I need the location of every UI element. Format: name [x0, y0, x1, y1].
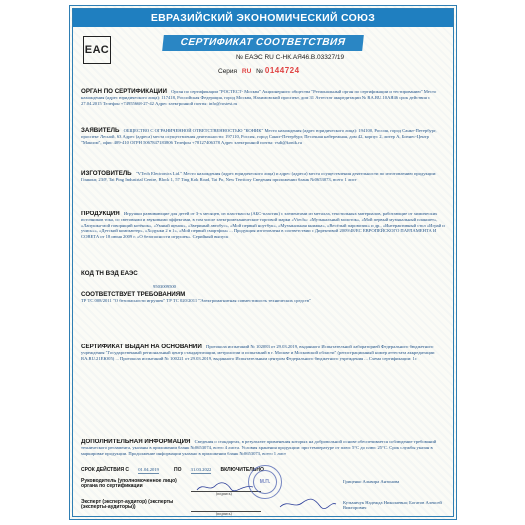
- seal-stamp-icon: М.П.: [248, 465, 282, 499]
- union-header: ЕВРАЗИЙСКИЙ ЭКОНОМИЧЕСКИЙ СОЮЗ: [73, 9, 453, 27]
- series-line: [218, 66, 300, 75]
- eac-logo: ЕАС: [83, 36, 111, 64]
- additional-text: Сведения о стандартах, в результате применения которых на добровольной основе обеспечивается соблюдение требований технического регламента, указаны в приложении бланк №0653074, всего 4 листа. Условия хранения продукции: при температуре от плюс 5°С до плюс 25°С. Срок службы указан в маркировке продукции. Продолжение информации указано в приложении бланк №0653073, всего 1 лист: [81, 439, 437, 456]
- validity-from: 01.04.2019: [138, 467, 159, 472]
- section-applicant: [81, 128, 447, 145]
- section-additional: [81, 439, 447, 463]
- validity-to-label: ПО: [174, 467, 182, 473]
- validity-inclusive: ВКЛЮЧИТЕЛЬНО: [220, 467, 264, 473]
- tnved-code: 9503009500: [153, 284, 176, 289]
- series-number: 0144724: [264, 66, 300, 75]
- applicant-heading: ЗАЯВИТЕЛЬ: [81, 127, 120, 134]
- product-text: Игрушки развивающие для детей от 3-х месяцев, из пластмассы (АБС-пластик) с элементами из металла, текстильных материалов, работающие от химических источников тока, со световыми и звуковыми эффектами, в том числе электромеханические торговой марки «Vtech»: «Музыкальный молоток», «Мой первый музыкальный планшет», «Лапушка-мой говорящий котёнок», «Умный щенок», «Звериный автобус», «Мой первый ноутбук», «Музыкальная книжка», «Весёлый паровозик» и др., «Интерактивный стол «Играй и учись»», «Детский компьютер», «Ходунки 2 в 1», «Мой первый смартфон» ... Продукция изготовлена в соответствии с Директивой 2009/48/ЕС ЕВРОПЕЙСКОГО ПАРЛАМЕНТА И СОВЕТА от 18 июня 2009 г. «О безопасности игрушек». Серийный выпуск: [81, 211, 445, 240]
- manufacturer-text: "VTech Electronics Ltd." Место нахождения (адрес юридического лица) и адрес (адреса) места осуществления деятельности по изготовлению продукции: Гонконг, 23/F, Tai Ping Industrial Centre, Block 1, 57 Ting Kok Road, Tai Po, New Territory Сведения приложении бланк №0653073, всего 1 лист: [81, 171, 437, 182]
- certificate-title: СЕРТИФИКАТ СООТВЕТСТВИЯ: [162, 35, 364, 51]
- requirements-heading: СООТВЕТСТВУЕТ ТРЕБОВАНИЯМ: [81, 291, 186, 298]
- expert-signature-block: [81, 499, 447, 516]
- cert-body-text: Орган по сертификации "РОСТЕСТ- Москва" Акционерного общества "Региональный орган по сертификации и тестированию" Место нахождения (адрес юридического лица): 117418, Российская Федерация, город Москва, Нахимовский проспект, дом 31 Аттестат аккредитации № RA.RU.10АЯ46 срок действия с 27.04.2015 Телефон +74955668-27-42 Адрес электронной почты: info@rostest.ru: [81, 89, 437, 106]
- section-requirements: [81, 292, 447, 304]
- expert-names: Кузьмичук Надежда Николаевна; Богатов Алексей Викторович: [343, 500, 442, 511]
- head-label: Руководитель (уполномоченное лицо) органа по сертификации: [81, 478, 177, 490]
- cert-body-heading: ОРГАН ПО СЕРТИФИКАЦИИ: [81, 88, 167, 95]
- additional-heading: ДОПОЛНИТЕЛЬНАЯ ИНФОРМАЦИЯ: [81, 439, 191, 445]
- section-cert-body: [81, 89, 447, 106]
- applicant-text: ОБЩЕСТВО С ОГРАНИЧЕННОЙ ОТВЕТСТВЕННОСТЬЮ "КОНИК" Место нахождения (адрес юридического лица): 194100, Россия, город Санкт-Петербург, проспект Лесной, 63 Адрес (адреса) места осуществления деятельности: 197110, Россия, город Санкт-Петербург, Песочная набережная, дом 42, корпус 2, литер А, Бизнес-Центр "Максим", офис 409-410 ОГРН 5067847183806 Телефон +78127406378 Адрес электронной почты: vsdi@konik.ru: [81, 128, 437, 145]
- validity-to: 31.03.2022: [190, 467, 212, 472]
- series-no-label: №: [256, 68, 264, 75]
- section-basis: [81, 344, 447, 392]
- requirements-text: ТР ТС 008/2011 "О безопасности игрушек" ТР ТС 020/2011 "Электромагнитная совместимость технических средств": [81, 297, 311, 303]
- basis-heading: СЕРТИФИКАТ ВЫДАН НА ОСНОВАНИИ: [81, 344, 202, 350]
- expert-caption: (подпись): [216, 512, 232, 516]
- expert-label: Эксперт (эксперт-аудитор) (эксперты (эксперты-аудиторы)): [81, 499, 174, 511]
- certificate-frame: [69, 5, 457, 520]
- head-caption: (подпись): [216, 492, 232, 496]
- section-tnved: [81, 271, 447, 277]
- certificate-number: № ЕАЭС RU С-НК.АЯ46.В.03327/19: [236, 54, 345, 61]
- expert-signature-icon: [278, 497, 338, 511]
- manufacturer-heading: ИЗГОТОВИТЕЛЬ: [81, 170, 132, 177]
- section-manufacturer: [81, 171, 447, 183]
- validity-from-label: СРОК ДЕЙСТВИЯ С: [81, 467, 130, 473]
- tnved-heading: КОД ТН ВЭД ЕАЭС: [81, 270, 138, 277]
- head-name: Гриценко Альвира Антонова: [343, 479, 400, 484]
- head-signature-icon: [195, 481, 255, 493]
- section-product: [81, 211, 447, 267]
- basis-text: Протокола испытаний № 102083 от 29.03.2019, выданного Испытательной лабораторией Федерального бюджетного учреждения "Государственный региональный центр стандартизации, метрологии и испытаний в г. Москве и Московской области" (регистрационный номер аттестата аккредитации RA.RU.21ЕЮ05) ... Протокола испытаний № 100221 от 29.03.2019, выданного Испытательным центром Федерального бюджетного учреждения ... Схема сертификации: 1с: [81, 344, 435, 361]
- series-label: Серия: [218, 68, 238, 75]
- product-heading: ПРОДУКЦИЯ: [81, 211, 120, 217]
- expert-sign-line: [191, 511, 261, 512]
- series-ru: RU: [241, 68, 252, 75]
